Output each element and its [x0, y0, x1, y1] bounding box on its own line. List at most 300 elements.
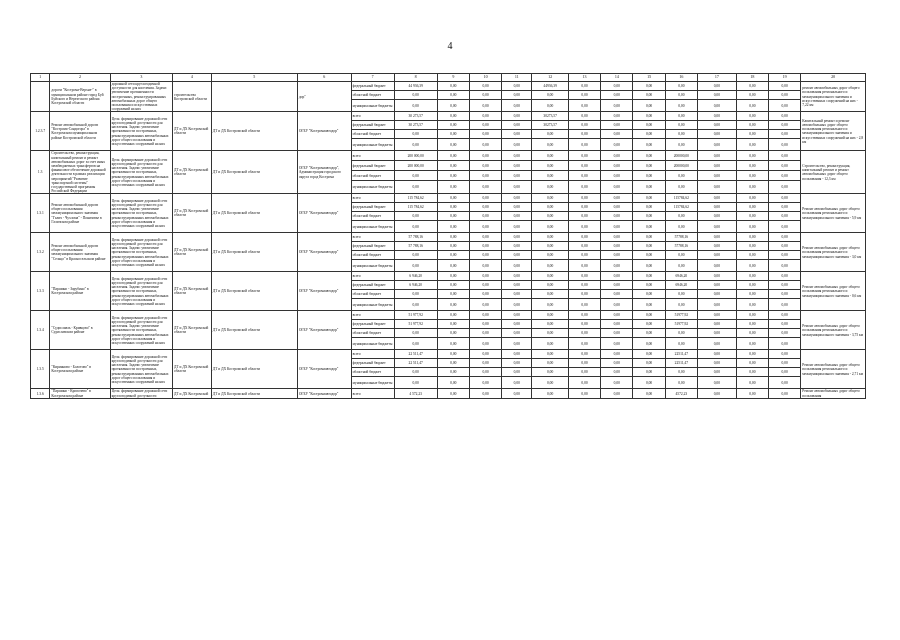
- col-header: 5: [211, 74, 297, 82]
- amount-cell: 0,00: [697, 171, 736, 181]
- amount-cell: 0,00: [502, 161, 532, 171]
- amount-cell: 0,00: [665, 329, 697, 338]
- amount-cell: 0,00: [502, 221, 532, 233]
- col-header: 6: [297, 74, 351, 82]
- amount-cell: 0,00: [437, 281, 469, 290]
- amount-cell: 0,00: [736, 329, 768, 338]
- amount-cell: 0,00: [532, 212, 569, 221]
- amount-cell: 0,00: [697, 121, 736, 130]
- funding-source: федеральный бюджет: [351, 121, 394, 130]
- funding-source: муниципальные бюджеты: [351, 299, 394, 311]
- amount-cell: 0,00: [532, 194, 569, 203]
- amount-cell: 0,00: [502, 272, 532, 281]
- amount-cell: 0,00: [502, 389, 532, 398]
- amount-cell: 0,00: [768, 320, 800, 329]
- amount-cell: 0,00: [633, 281, 665, 290]
- item-goal: Цель: формирование дорожной сети круглогодичной доступности для населения. Задачи: увеличение протяженности построенных, реконструированных автомобильных дорог общего пользования и искусственных сооружений на них: [110, 194, 172, 233]
- funding-source: всего: [351, 112, 394, 121]
- amount-cell: 0,00: [665, 100, 697, 112]
- amount-cell: 0,00: [502, 329, 532, 338]
- amount-cell: 0,00: [502, 91, 532, 100]
- amount-cell: 0,00: [768, 272, 800, 281]
- amount-cell: 0,00: [469, 377, 501, 389]
- amount-cell: 0,00: [768, 112, 800, 121]
- amount-cell: 0,00: [502, 82, 532, 91]
- amount-cell: 0,00: [601, 368, 633, 377]
- col-header: 18: [736, 74, 768, 82]
- executor-cell: ДТ и ДХ Костромской области: [211, 112, 297, 151]
- amount-cell: 0,00: [469, 368, 501, 377]
- amount-cell: 0,00: [665, 181, 697, 194]
- amount-cell: 0,00: [502, 320, 532, 329]
- amount-cell: 0,00: [502, 139, 532, 151]
- amount-cell: 22511,47: [665, 359, 697, 368]
- amount-cell: 0,00: [568, 130, 600, 139]
- amount-cell: 0,00: [502, 281, 532, 290]
- col-header: 20: [801, 74, 866, 82]
- amount-cell: 0,00: [502, 130, 532, 139]
- page-number: 4: [447, 41, 453, 52]
- amount-cell: 0,00: [568, 181, 600, 194]
- amount-cell: 0,00: [633, 299, 665, 311]
- amount-cell: 0,00: [437, 377, 469, 389]
- amount-cell: 0,00: [502, 233, 532, 242]
- executor-cell: ДТ и ДХ Костромской области: [211, 233, 297, 272]
- funding-source: областной бюджет: [351, 368, 394, 377]
- table-row: [31, 82, 866, 91]
- amount-cell: 0,00: [665, 221, 697, 233]
- amount-cell: 0,00: [768, 368, 800, 377]
- executor-cell: ДТ и ДХ Костромской области: [173, 194, 212, 233]
- amount-cell: 0,00: [469, 194, 501, 203]
- amount-cell: 0,00: [394, 377, 437, 389]
- table-row: [31, 194, 866, 203]
- amount-cell: 0,00: [768, 290, 800, 299]
- amount-cell: 4 572,23: [394, 389, 437, 398]
- funding-source: всего: [351, 389, 394, 398]
- amount-cell: 0,00: [532, 299, 569, 311]
- amount-cell: 0,00: [697, 130, 736, 139]
- executor-cell: ОГБУ "Костромаавтодор": [297, 389, 351, 398]
- executor-cell: ДТ и ДХ Костромской области: [173, 233, 212, 272]
- amount-cell: 0,00: [469, 350, 501, 359]
- amount-cell: 0,00: [697, 82, 736, 91]
- col-header: 8: [394, 74, 437, 82]
- amount-cell: 0,00: [736, 194, 768, 203]
- amount-cell: 0,00: [736, 242, 768, 251]
- amount-cell: 0,00: [697, 203, 736, 212]
- amount-cell: 0,00: [568, 260, 600, 272]
- amount-cell: 200 000,00: [394, 151, 437, 161]
- amount-cell: 0,00: [394, 329, 437, 338]
- amount-cell: 0,00: [665, 130, 697, 139]
- table-row: [31, 151, 866, 161]
- col-header: 12: [532, 74, 569, 82]
- amount-cell: 0,00: [469, 311, 501, 320]
- amount-cell: 0,00: [568, 100, 600, 112]
- col-header: 13: [568, 74, 600, 82]
- amount-cell: 0,00: [469, 130, 501, 139]
- executor-cell: ДТ и ДХ Костромской: [173, 389, 212, 398]
- amount-cell: 0,00: [568, 338, 600, 350]
- amount-cell: 0,00: [697, 377, 736, 389]
- amount-cell: 57 788,16: [394, 233, 437, 242]
- program-table: [30, 73, 866, 399]
- amount-cell: 0,00: [768, 233, 800, 242]
- amount-cell: 44 936,39: [394, 82, 437, 91]
- amount-cell: 0,00: [568, 290, 600, 299]
- amount-cell: 0,00: [469, 260, 501, 272]
- amount-cell: 0,00: [768, 299, 800, 311]
- amount-cell: 0,00: [697, 389, 736, 398]
- amount-cell: 0,00: [532, 272, 569, 281]
- amount-cell: 0,00: [697, 91, 736, 100]
- amount-cell: 0,00: [532, 203, 569, 212]
- amount-cell: 0,00: [633, 350, 665, 359]
- amount-cell: 0,00: [736, 112, 768, 121]
- amount-cell: 0,00: [502, 151, 532, 161]
- col-header: 15: [633, 74, 665, 82]
- amount-cell: 0,00: [437, 112, 469, 121]
- executor-cell: ДТ и ДХ Костромской области: [173, 350, 212, 389]
- item-number: 1.3.1: [31, 194, 50, 233]
- amount-cell: 0,00: [437, 368, 469, 377]
- amount-cell: 0,00: [532, 151, 569, 161]
- amount-cell: 0,00: [532, 161, 569, 171]
- amount-cell: 0,00: [601, 251, 633, 260]
- amount-cell: 0,00: [665, 260, 697, 272]
- amount-cell: 0,00: [768, 121, 800, 130]
- executor-cell: [211, 82, 297, 112]
- amount-cell: 0,00: [665, 82, 697, 91]
- amount-cell: 0,00: [469, 212, 501, 221]
- amount-cell: 0,00: [633, 130, 665, 139]
- funding-source: федеральный бюджет: [351, 203, 394, 212]
- item-name: Строительство, реконструкция, капитальный ремонт и ремонт автомобильных дорог за счет иных межбюджетных трансфертов на финансовое обеспечение дорожной деятельности в рамках реализации мероприятий "Развитие транспортной системы" государственной программы Российской Федерации: [50, 151, 110, 194]
- amount-cell: 0,00: [768, 359, 800, 368]
- amount-cell: 0,00: [736, 377, 768, 389]
- amount-cell: 0,00: [502, 203, 532, 212]
- amount-cell: 6946,20: [665, 281, 697, 290]
- item-number: 1.3.5: [31, 350, 50, 389]
- amount-cell: 0,00: [532, 368, 569, 377]
- amount-cell: 0,00: [697, 368, 736, 377]
- executor-cell: ДТ и ДХ Костромской области: [173, 112, 212, 151]
- funding-source: федеральный бюджет: [351, 82, 394, 91]
- amount-cell: 0,00: [697, 242, 736, 251]
- amount-cell: 0,00: [568, 329, 600, 338]
- amount-cell: 0,00: [601, 161, 633, 171]
- executor-cell: ОГБУ "Костромаавтодор": [297, 112, 351, 151]
- amount-cell: 0,00: [437, 299, 469, 311]
- item-goal: Цель: формирование дорожной сети круглогодичной доступности: [110, 389, 172, 398]
- amount-cell: 44936,39: [532, 82, 569, 91]
- amount-cell: 0,00: [532, 91, 569, 100]
- amount-cell: 0,00: [633, 203, 665, 212]
- amount-cell: 0,00: [568, 299, 600, 311]
- funding-source: муниципальные бюджеты: [351, 221, 394, 233]
- amount-cell: 0,00: [665, 338, 697, 350]
- col-header: 17: [697, 74, 736, 82]
- funding-source: всего: [351, 311, 394, 320]
- amount-cell: 0,00: [532, 350, 569, 359]
- amount-cell: 0,00: [437, 194, 469, 203]
- amount-cell: 0,00: [601, 350, 633, 359]
- funding-source: областной бюджет: [351, 91, 394, 100]
- amount-cell: 0,00: [736, 260, 768, 272]
- item-name: "Паршино - Зарубино" в Костромском районе: [50, 272, 110, 311]
- amount-cell: 0,00: [768, 161, 800, 171]
- amount-cell: 0,00: [665, 251, 697, 260]
- amount-cell: 0,00: [568, 320, 600, 329]
- executor-cell: ДТ и ДХ Костромской области: [211, 272, 297, 311]
- amount-cell: 0,00: [633, 389, 665, 398]
- col-header: 2: [50, 74, 110, 82]
- amount-cell: 0,00: [736, 389, 768, 398]
- amount-cell: 0,00: [697, 359, 736, 368]
- amount-cell: 0,00: [768, 82, 800, 91]
- amount-cell: 0,00: [532, 130, 569, 139]
- expected-result: Капитальный ремонт и ремонт автомобильных дорог общего пользования регионального и межмуниципального значения и искусственных сооружений на них - 2,8 км: [801, 112, 866, 151]
- amount-cell: 0,00: [768, 91, 800, 100]
- amount-cell: 0,00: [469, 251, 501, 260]
- executor-cell: ОГБУ "Костромаавтодор": [297, 233, 351, 272]
- amount-cell: 30273,57: [532, 112, 569, 121]
- amount-cell: 0,00: [568, 161, 600, 171]
- amount-cell: 0,00: [568, 272, 600, 281]
- amount-cell: 0,00: [469, 181, 501, 194]
- amount-cell: 0,00: [633, 359, 665, 368]
- amount-cell: 0,00: [601, 233, 633, 242]
- amount-cell: 0,00: [697, 112, 736, 121]
- amount-cell: 0,00: [394, 130, 437, 139]
- amount-cell: 0,00: [568, 359, 600, 368]
- amount-cell: 0,00: [633, 161, 665, 171]
- amount-cell: 22 511,47: [394, 359, 437, 368]
- amount-cell: 0,00: [437, 233, 469, 242]
- item-number: 1.3: [31, 151, 50, 194]
- item-number: 1.3.4: [31, 311, 50, 350]
- amount-cell: 0,00: [568, 171, 600, 181]
- amount-cell: 0,00: [437, 320, 469, 329]
- amount-cell: 0,00: [601, 359, 633, 368]
- amount-cell: 30 273,57: [394, 121, 437, 130]
- expected-result: Строительство, реконструкция, капитальный ремонт и ремонт автомобильных дорог общего пользования - 12,3 км: [801, 151, 866, 194]
- amount-cell: 0,00: [768, 377, 800, 389]
- amount-cell: 0,00: [437, 272, 469, 281]
- amount-cell: 0,00: [768, 242, 800, 251]
- amount-cell: 0,00: [768, 171, 800, 181]
- amount-cell: 0,00: [469, 221, 501, 233]
- amount-cell: 0,00: [601, 121, 633, 130]
- executor-cell: ДТ и ДХ Костромской области: [173, 272, 212, 311]
- item-name: Ремонт автомобильной дороги "Кострома-Сандогора" в Костромском муниципальном районе Костромской области: [50, 112, 110, 151]
- amount-cell: 0,00: [697, 329, 736, 338]
- amount-cell: 0,00: [568, 82, 600, 91]
- amount-cell: 51 977,92: [394, 311, 437, 320]
- amount-cell: 0,00: [568, 212, 600, 221]
- funding-source: федеральный бюджет: [351, 320, 394, 329]
- amount-cell: 0,00: [568, 221, 600, 233]
- item-goal: Цель: формирование дорожной сети круглогодичной доступности для населения. Задачи: увеличение протяженности построенных, реконструированных автомобильных дорог общего пользования и искусственных сооружений на них: [110, 350, 172, 389]
- amount-cell: 0,00: [736, 212, 768, 221]
- item-name: Ремонт автомобильной дороги общего пользования межмуниципального значения "Сельцо" в Красносельском районе: [50, 233, 110, 272]
- amount-cell: 0,00: [469, 139, 501, 151]
- col-header: 3: [110, 74, 172, 82]
- amount-cell: 0,00: [502, 100, 532, 112]
- amount-cell: 0,00: [768, 194, 800, 203]
- amount-cell: 0,00: [394, 299, 437, 311]
- col-header: 7: [351, 74, 394, 82]
- amount-cell: 0,00: [394, 171, 437, 181]
- amount-cell: 0,00: [502, 350, 532, 359]
- funding-source: федеральный бюджет: [351, 359, 394, 368]
- amount-cell: 0,00: [601, 151, 633, 161]
- amount-cell: 0,00: [469, 112, 501, 121]
- amount-cell: 0,00: [532, 311, 569, 320]
- amount-cell: 0,00: [469, 161, 501, 171]
- amount-cell: 0,00: [601, 320, 633, 329]
- amount-cell: 0,00: [532, 281, 569, 290]
- amount-cell: 0,00: [469, 242, 501, 251]
- amount-cell: 0,00: [437, 139, 469, 151]
- funding-source: муниципальные бюджеты: [351, 260, 394, 272]
- amount-cell: 4572,23: [665, 389, 697, 398]
- amount-cell: 0,00: [633, 151, 665, 161]
- amount-cell: 0,00: [768, 338, 800, 350]
- amount-cell: 0,00: [697, 100, 736, 112]
- amount-cell: 0,00: [394, 212, 437, 221]
- funding-source: федеральный бюджет: [351, 161, 394, 171]
- amount-cell: 0,00: [502, 368, 532, 377]
- amount-cell: 0,00: [633, 260, 665, 272]
- amount-cell: 0,00: [502, 251, 532, 260]
- executor-cell: ОГБУ "Костромаавтодор", Администрация городского округа город Кострома: [297, 151, 351, 194]
- table-row: [31, 311, 866, 320]
- amount-cell: 0,00: [532, 377, 569, 389]
- amount-cell: 0,00: [437, 338, 469, 350]
- amount-cell: 0,00: [736, 299, 768, 311]
- amount-cell: 0,00: [469, 281, 501, 290]
- amount-cell: 0,00: [736, 359, 768, 368]
- amount-cell: 6 946,20: [394, 281, 437, 290]
- item-goal: Цель: формирование дорожной сети круглогодичной доступности для населения. Задачи: увеличение протяженности построенных, реконструированных автомобильных дорог общего пользования и искусственных сооружений на них: [110, 151, 172, 194]
- amount-cell: 0,00: [736, 320, 768, 329]
- item-name: дороги "Кострома-Верхне-" в муниципальном районе город Буй Буйского и Нерехтского района Костромской области: [50, 82, 110, 112]
- amount-cell: 0,00: [469, 389, 501, 398]
- amount-cell: 0,00: [601, 290, 633, 299]
- col-header: 4: [173, 74, 212, 82]
- amount-cell: 115 784,62: [394, 203, 437, 212]
- expected-result: ремонт автомобильных дорог общего пользования регионального и межмуниципального значения и искусственных сооружений на них - 7,22 км: [801, 82, 866, 112]
- amount-cell: 0,00: [697, 194, 736, 203]
- amount-cell: 0,00: [736, 82, 768, 91]
- amount-cell: 0,00: [532, 100, 569, 112]
- funding-source: всего: [351, 233, 394, 242]
- amount-cell: 200 000,00: [394, 161, 437, 171]
- amount-cell: 0,00: [633, 320, 665, 329]
- funding-source: муниципальные бюджеты: [351, 338, 394, 350]
- amount-cell: 0,00: [437, 130, 469, 139]
- amount-cell: 0,00: [437, 242, 469, 251]
- amount-cell: 0,00: [502, 377, 532, 389]
- amount-cell: 0,00: [502, 181, 532, 194]
- amount-cell: 0,00: [736, 368, 768, 377]
- table-row: [31, 389, 866, 398]
- amount-cell: 6 946,20: [394, 272, 437, 281]
- item-goal: Цель: формирование дорожной сети круглогодичной доступности для населения. Задачи: увеличение протяженности построенных, реконструированных автомобильных дорог общего пользования и искусственных сооружений на них: [110, 233, 172, 272]
- table-row: [31, 350, 866, 359]
- amount-cell: 0,00: [437, 260, 469, 272]
- amount-cell: 0,00: [532, 233, 569, 242]
- amount-cell: 0,00: [697, 290, 736, 299]
- amount-cell: 0,00: [568, 203, 600, 212]
- item-goal: Цель: формирование дорожной сети круглогодичной доступности для населения. Задачи: увеличение протяженности построенных, реконструированных автомобильных дорог общего пользования и искусственных сооружений на них: [110, 112, 172, 151]
- funding-source: муниципальные бюджеты: [351, 377, 394, 389]
- amount-cell: 0,00: [665, 290, 697, 299]
- amount-cell: 0,00: [601, 171, 633, 181]
- amount-cell: 0,00: [469, 82, 501, 91]
- amount-cell: 0,00: [697, 311, 736, 320]
- amount-cell: 0,00: [665, 368, 697, 377]
- amount-cell: 30273,57: [532, 121, 569, 130]
- amount-cell: 0,00: [469, 299, 501, 311]
- amount-cell: 0,00: [665, 212, 697, 221]
- amount-cell: 0,00: [437, 350, 469, 359]
- amount-cell: 0,00: [736, 171, 768, 181]
- item-number: 1.2.3.7: [31, 112, 50, 151]
- funding-source: муниципальные бюджеты: [351, 100, 394, 112]
- amount-cell: 0,00: [697, 320, 736, 329]
- amount-cell: 200000,00: [665, 161, 697, 171]
- amount-cell: 0,00: [665, 112, 697, 121]
- amount-cell: 0,00: [502, 299, 532, 311]
- amount-cell: 0,00: [768, 130, 800, 139]
- col-header: 14: [601, 74, 633, 82]
- amount-cell: 0,00: [469, 233, 501, 242]
- table-row: [31, 272, 866, 281]
- amount-cell: 0,00: [633, 100, 665, 112]
- expected-result: Ремонт автомобильных дорог общего пользования регионального и межмуниципального значения - 5,9 км: [801, 194, 866, 233]
- amount-cell: 0,00: [601, 212, 633, 221]
- amount-cell: 0,00: [601, 389, 633, 398]
- amount-cell: 0,00: [736, 151, 768, 161]
- amount-cell: 51977,92: [665, 320, 697, 329]
- amount-cell: 0,00: [469, 151, 501, 161]
- amount-cell: 0,00: [601, 130, 633, 139]
- amount-cell: 0,00: [736, 221, 768, 233]
- col-header: 11: [502, 74, 532, 82]
- amount-cell: 0,00: [736, 311, 768, 320]
- amount-cell: 0,00: [665, 171, 697, 181]
- amount-cell: 0,00: [736, 233, 768, 242]
- funding-source: муниципальные бюджеты: [351, 139, 394, 151]
- amount-cell: 115 784,62: [394, 194, 437, 203]
- amount-cell: 0,00: [437, 171, 469, 181]
- amount-cell: 0,00: [568, 350, 600, 359]
- amount-cell: 0,00: [697, 161, 736, 171]
- item-number: 1.3.3: [31, 272, 50, 311]
- funding-source: областной бюджет: [351, 290, 394, 299]
- amount-cell: 0,00: [469, 171, 501, 181]
- amount-cell: 0,00: [532, 221, 569, 233]
- amount-cell: 0,00: [633, 251, 665, 260]
- amount-cell: 0,00: [437, 151, 469, 161]
- amount-cell: 0,00: [568, 91, 600, 100]
- table-row: [31, 233, 866, 242]
- amount-cell: 0,00: [697, 139, 736, 151]
- amount-cell: 115784,62: [665, 194, 697, 203]
